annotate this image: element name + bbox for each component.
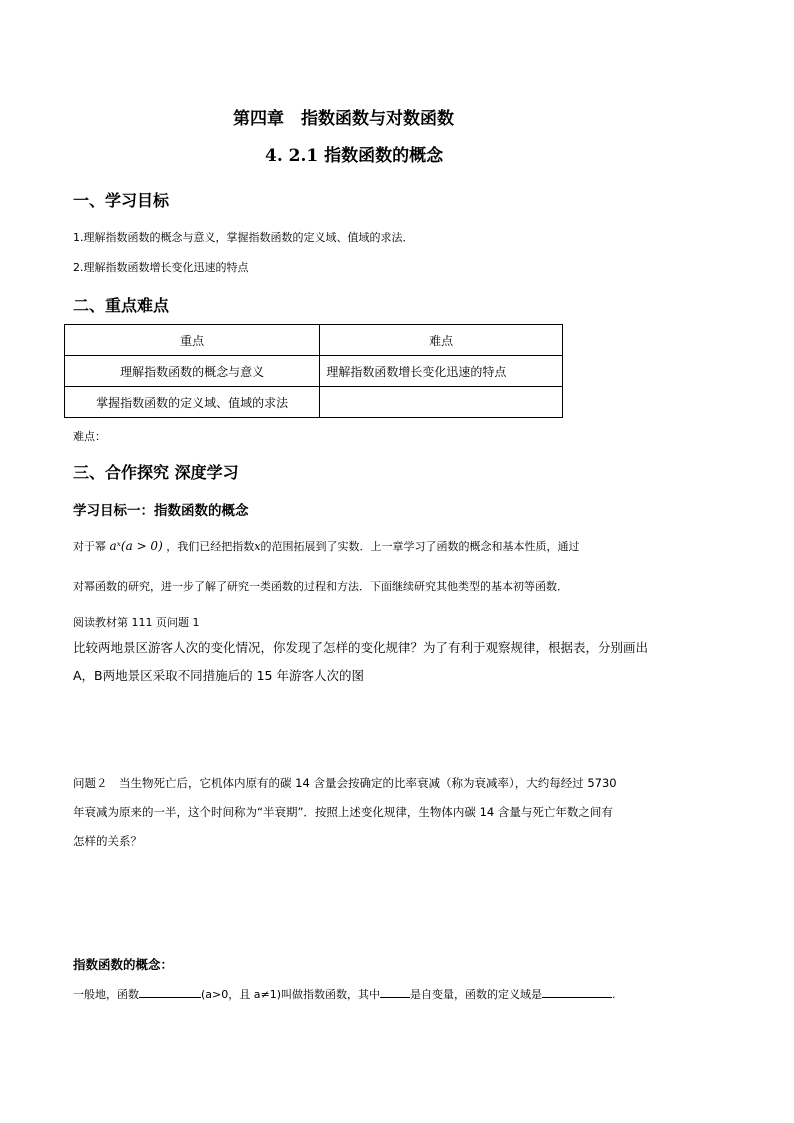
blank-function[interactable]	[139, 985, 201, 998]
blank-domain[interactable]	[542, 985, 612, 998]
table-header-row	[65, 325, 563, 356]
learning-goals-heading: 一、学习目标	[73, 191, 170, 210]
concept-part-3: 是自变量，函数的定义域是	[410, 988, 542, 1001]
goal-one-heading: 学习目标一：指数函数的概念	[73, 503, 249, 519]
question-1-line-2: A，B两地景区采取不同措施后的 15 年游客人次的图	[73, 668, 364, 683]
key-points-heading: 二、重点难点	[73, 296, 170, 315]
concept-heading: 指数函数的概念：	[73, 957, 174, 972]
table-cell: 理解指数函数的概念与意义	[65, 356, 320, 387]
table-header-key: 重点	[65, 325, 320, 356]
concept-end: .	[612, 988, 616, 1001]
concept-part-2: (a>0，且 a≠1)叫做指数函数，其中	[201, 988, 380, 1001]
learning-goal-1: 1.理解指数函数的概念与意义，掌握指数函数的定义域、值域的求法．	[73, 231, 414, 244]
blank-variable[interactable]	[380, 985, 410, 998]
cooperative-inquiry-heading: 三、合作探究 深度学习	[73, 463, 239, 482]
table-row	[65, 356, 563, 387]
concept-part-1: 一般地，函数	[73, 988, 139, 1001]
table-header-difficult: 难点	[320, 325, 563, 356]
intro-suffix: 的范围拓展到了实数．上一章学习了函数的概念和基本性质，通过	[260, 540, 580, 553]
question-2-line-3: 怎样的关系？	[73, 834, 142, 848]
intro-line-2: 对幂函数的研究，进一步了解了研究一类函数的过程和方法．下面继续研究其他类型的基本初等函数．	[73, 580, 568, 593]
table-cell	[320, 387, 563, 418]
intro-line-1	[73, 538, 579, 554]
read-textbook-note: 阅读教材第 111 页问题 1	[73, 616, 200, 629]
table-cell: 理解指数函数增长变化迅速的特点	[320, 356, 563, 387]
concept-definition	[73, 985, 616, 1002]
intro-variable: x	[254, 540, 261, 553]
intro-prefix: 对于幂	[73, 540, 106, 553]
difficulty-note: 难点：	[73, 430, 106, 443]
question-1-line-1: 比较两地景区游客人次的变化情况，你发现了怎样的变化规律？为了有利于观察规律，根据表，分别画出	[73, 640, 649, 655]
table-cell: 掌握指数函数的定义域、值域的求法	[65, 387, 320, 418]
table-row	[65, 387, 563, 418]
question-2-line-2: 年衰减为原来的一半，这个时间称为“半衰期”．按照上述变化规律，生物体内碳 14 含量与死亡年数之间有	[73, 805, 613, 819]
intro-mid: ，我们已经把指数	[166, 540, 255, 553]
learning-goal-2: 2.理解指数函数增长变化迅速的特点	[73, 261, 249, 274]
chapter-title: 第四章 指数函数与对数函数	[233, 109, 454, 129]
key-points-table	[64, 324, 563, 418]
question-2-line-1: 问题２ 当生物死亡后，它机体内原有的碳 14 含量会按确定的比率衰减（称为衰减率），大约每经过 5730	[73, 776, 617, 790]
section-title: 4. 2.1 指数函数的概念	[265, 146, 444, 166]
power-expression: aˣ(a > 0)	[109, 539, 163, 553]
